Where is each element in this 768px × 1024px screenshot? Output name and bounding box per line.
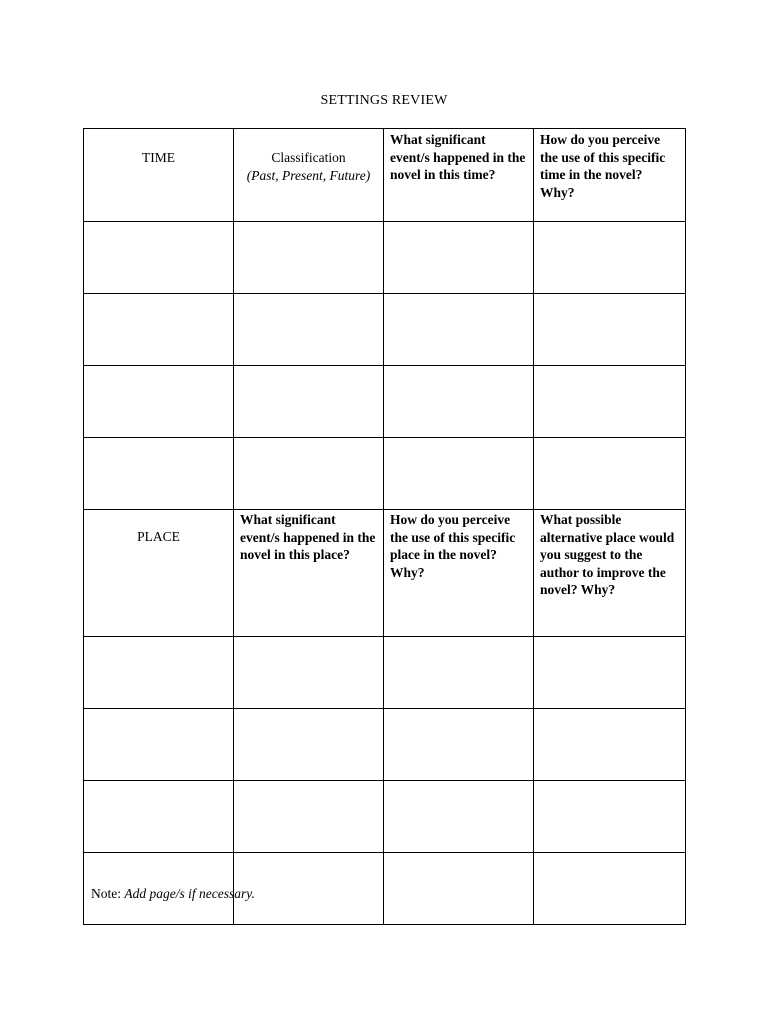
page-title: SETTINGS REVIEW — [320, 93, 448, 108]
place-label: PLACE — [84, 510, 234, 637]
answer-cell[interactable] — [84, 438, 234, 510]
answer-cell[interactable] — [534, 709, 686, 781]
answer-cell[interactable] — [384, 853, 534, 925]
time-answer-row — [84, 222, 686, 294]
time-label: TIME — [84, 129, 234, 222]
answer-cell[interactable] — [234, 637, 384, 709]
answer-cell[interactable] — [384, 709, 534, 781]
answer-cell[interactable] — [234, 853, 384, 925]
time-answer-row — [84, 438, 686, 510]
answer-cell[interactable] — [384, 294, 534, 366]
answer-cell[interactable] — [384, 366, 534, 438]
place-question-perception: How do you perceive the use of this specific place in the novel? Why? — [384, 510, 534, 637]
answer-cell[interactable] — [234, 366, 384, 438]
answer-cell[interactable] — [234, 294, 384, 366]
answer-cell[interactable] — [84, 781, 234, 853]
place-answer-row — [84, 781, 686, 853]
answer-cell[interactable] — [84, 222, 234, 294]
answer-cell[interactable] — [534, 294, 686, 366]
answer-cell[interactable] — [84, 709, 234, 781]
answer-cell[interactable] — [534, 366, 686, 438]
place-header-row — [84, 510, 686, 637]
answer-cell[interactable] — [84, 366, 234, 438]
classification-hint: (Past, Present, Future) — [246, 167, 371, 183]
place-question-alternative: What possible alternative place would you suggest to the author to improve the novel? Why? — [534, 510, 686, 637]
time-question-events: What significant event/s happened in the novel in this time? — [384, 129, 534, 222]
place-question-events: What significant event/s happened in the novel in this place? — [234, 510, 384, 637]
answer-cell[interactable] — [384, 637, 534, 709]
answer-cell[interactable] — [384, 222, 534, 294]
time-question-perception: How do you perceive the use of this specific time in the novel? Why? — [534, 129, 686, 222]
place-answer-row — [84, 709, 686, 781]
settings-review-table — [83, 128, 686, 925]
place-answer-row — [84, 637, 686, 709]
time-header-row — [84, 129, 686, 222]
answer-cell[interactable] — [84, 637, 234, 709]
footnote — [91, 886, 255, 902]
answer-cell[interactable] — [534, 438, 686, 510]
answer-cell[interactable] — [234, 222, 384, 294]
answer-cell[interactable] — [234, 781, 384, 853]
answer-cell[interactable] — [534, 781, 686, 853]
answer-cell[interactable] — [384, 438, 534, 510]
answer-cell[interactable] — [84, 294, 234, 366]
time-answer-row — [84, 366, 686, 438]
answer-cell[interactable] — [534, 853, 686, 925]
classification-header — [234, 129, 384, 222]
answer-cell[interactable] — [234, 438, 384, 510]
time-answer-row — [84, 294, 686, 366]
note-prefix: Note: — [91, 886, 121, 901]
answer-cell[interactable] — [534, 637, 686, 709]
answer-cell[interactable] — [534, 222, 686, 294]
classification-label: Classification — [271, 150, 346, 165]
answer-cell[interactable] — [384, 781, 534, 853]
note-text: Add page/s if necessary. — [124, 886, 255, 901]
answer-cell[interactable] — [234, 709, 384, 781]
